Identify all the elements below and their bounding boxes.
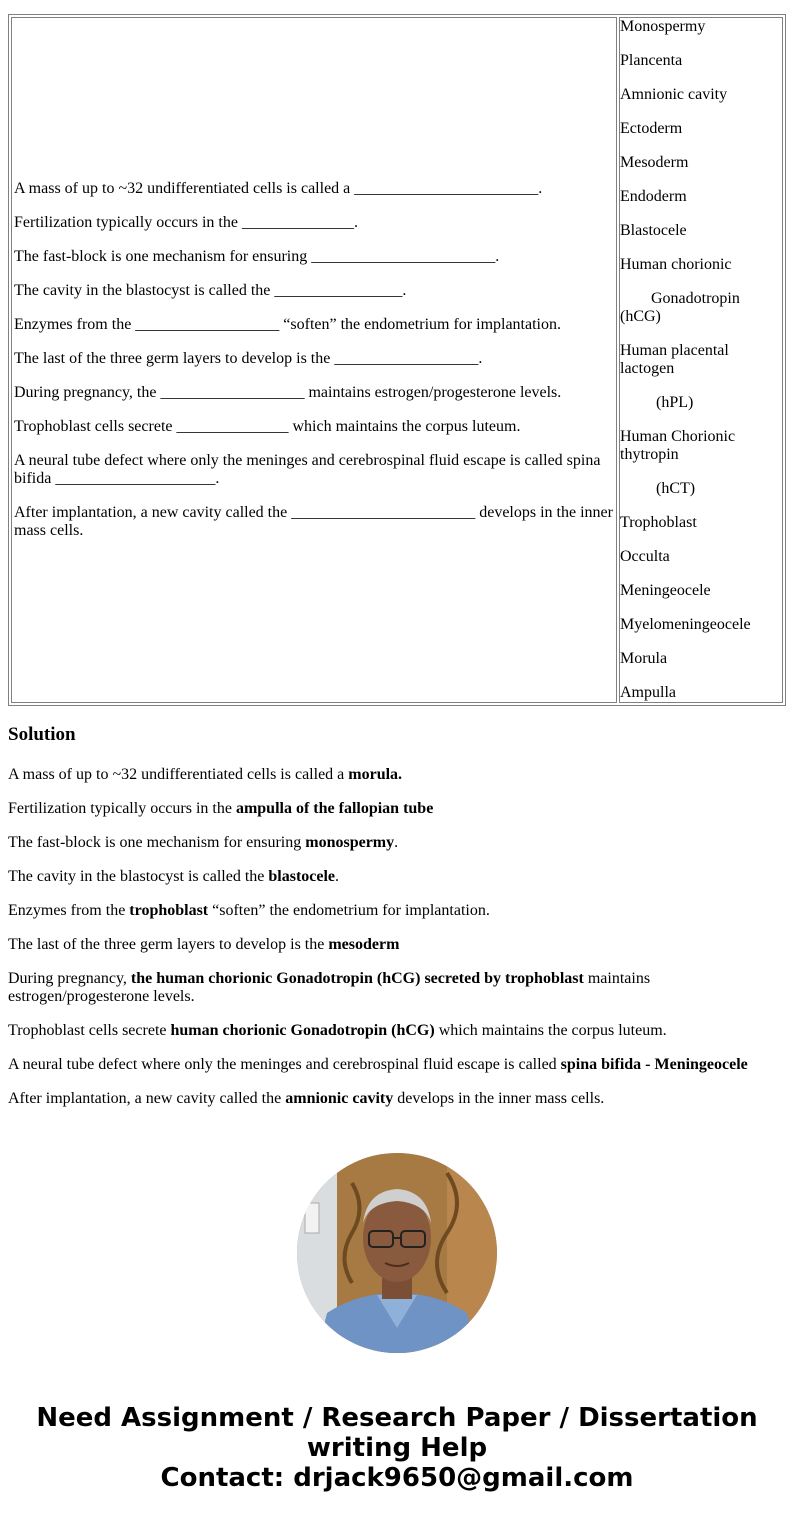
answer-6 [8, 936, 778, 954]
word-bank-item: (hCT) [656, 480, 696, 497]
answer-text: maintains estrogen/progesterone levels. [8, 970, 651, 1005]
word-bank-item: Human Chorionic thytropin [620, 428, 736, 463]
answer-8 [8, 1022, 778, 1040]
answer-text: A neural tube defect where only the meninges and cerebrospinal fluid escape is called [8, 1056, 561, 1073]
question-3: The fast-block is one mechanism for ensuring _______________________. [14, 248, 500, 265]
promo-line-1: Need Assignment / Research Paper / Dissertation [36, 1403, 758, 1433]
question-7: During pregnancy, the __________________ maintains estrogen/progesterone levels. [14, 384, 562, 401]
word-bank-item: Morula [620, 650, 668, 667]
word-bank-item: Monospermy [620, 18, 706, 35]
word-bank-list [620, 18, 780, 703]
answer-9 [8, 1056, 778, 1074]
question-8: Trophoblast cells secrete ______________ which maintains the corpus luteum. [14, 418, 521, 435]
answer-text: Fertilization typically occurs in the [8, 800, 236, 817]
question-10: After implantation, a new cavity called the _______________________ develops in the inner mass cells. [14, 504, 613, 539]
question-6: The last of the three germ layers to develop is the __________________. [14, 350, 483, 367]
answer-bold: spina bifida - Meningeocele [560, 1056, 748, 1073]
word-bank-item: Mesoderm [620, 154, 689, 171]
answer-bold: ampulla of the fallopian tube [235, 800, 434, 817]
promo-line-2: writing Help [306, 1433, 488, 1463]
answer-bold: mesoderm [328, 936, 400, 953]
question-2: Fertilization typically occurs in the ______________. [14, 214, 358, 231]
word-bank-item: Amnionic cavity [620, 86, 728, 103]
answer-text: . [394, 834, 399, 851]
answer-bold: amnionic cavity [285, 1090, 394, 1107]
worksheet-table [8, 14, 786, 706]
answer-text: Trophoblast cells secrete [8, 1022, 171, 1039]
promo-contact[interactable]: Contact: drjack9650@gmail.com [160, 1463, 634, 1493]
word-bank-item: Trophoblast [620, 514, 697, 531]
question-1: A mass of up to ~32 undifferentiated cells is called a _______________________. [14, 180, 543, 197]
answer-text: The fast-block is one mechanism for ensuring [8, 834, 306, 851]
answer-10 [8, 1090, 778, 1108]
promo-banner [0, 1403, 794, 1493]
questions-cell [11, 17, 617, 703]
word-bank-item: Gonadotropin (hCG) [620, 290, 740, 325]
answer-7 [8, 970, 778, 1006]
answer-text: The last of the three germ layers to develop is the [8, 936, 329, 953]
word-bank-item: Ectoderm [620, 120, 683, 137]
author-avatar [297, 1153, 497, 1353]
answer-5 [8, 902, 778, 920]
word-bank-item: Myelomeningeocele [620, 616, 751, 633]
word-bank-item: Ampulla [620, 684, 676, 701]
answer-text: During pregnancy, [8, 970, 131, 987]
answer-bold: trophoblast [129, 902, 209, 919]
word-bank-cell [619, 17, 783, 703]
question-9: A neural tube defect where only the meninges and cerebrospinal fluid escape is called spina bifida ____________________. [14, 452, 601, 487]
word-bank-item: Meningeocele [620, 582, 711, 599]
word-bank-item: Blastocele [620, 222, 687, 239]
answer-text: develops in the inner mass cells. [393, 1090, 605, 1107]
answer-text: . [335, 868, 340, 885]
answer-1 [8, 766, 778, 784]
answer-bold: morula. [348, 766, 403, 783]
answer-text: The cavity in the blastocyst is called the [8, 868, 269, 885]
answer-2 [8, 800, 778, 818]
author-portrait-icon [297, 1153, 497, 1353]
word-bank-item: (hPL) [656, 394, 694, 411]
word-bank-item: Occulta [620, 548, 670, 565]
word-bank-item: Endoderm [620, 188, 687, 205]
answer-bold: the human chorionic Gonadotropin (hCG) secreted by trophoblast [130, 970, 584, 987]
question-5: Enzymes from the __________________ “soften” the endometrium for implantation. [14, 316, 561, 333]
answer-4 [8, 868, 778, 886]
answer-text: which maintains the corpus luteum. [434, 1022, 667, 1039]
answer-text: After implantation, a new cavity called the [8, 1090, 286, 1107]
answer-text: Enzymes from the [8, 902, 130, 919]
word-bank-item: Plancenta [620, 52, 683, 69]
word-bank-item: Human placental lactogen [620, 342, 729, 377]
solution-heading: Solution [8, 724, 76, 745]
word-bank-item: Human chorionic [620, 256, 732, 273]
answer-bold: human chorionic Gonadotropin (hCG) [170, 1022, 435, 1039]
solution-section [8, 724, 778, 1124]
answer-bold: blastocele [268, 868, 336, 885]
question-list [14, 180, 616, 556]
answer-bold: monospermy [305, 834, 395, 851]
question-4: The cavity in the blastocyst is called the ________________. [14, 282, 407, 299]
answer-text: A mass of up to ~32 undifferentiated cells is called a [8, 766, 349, 783]
answer-3 [8, 834, 778, 852]
answer-text: “soften” the endometrium for implantation. [208, 902, 490, 919]
